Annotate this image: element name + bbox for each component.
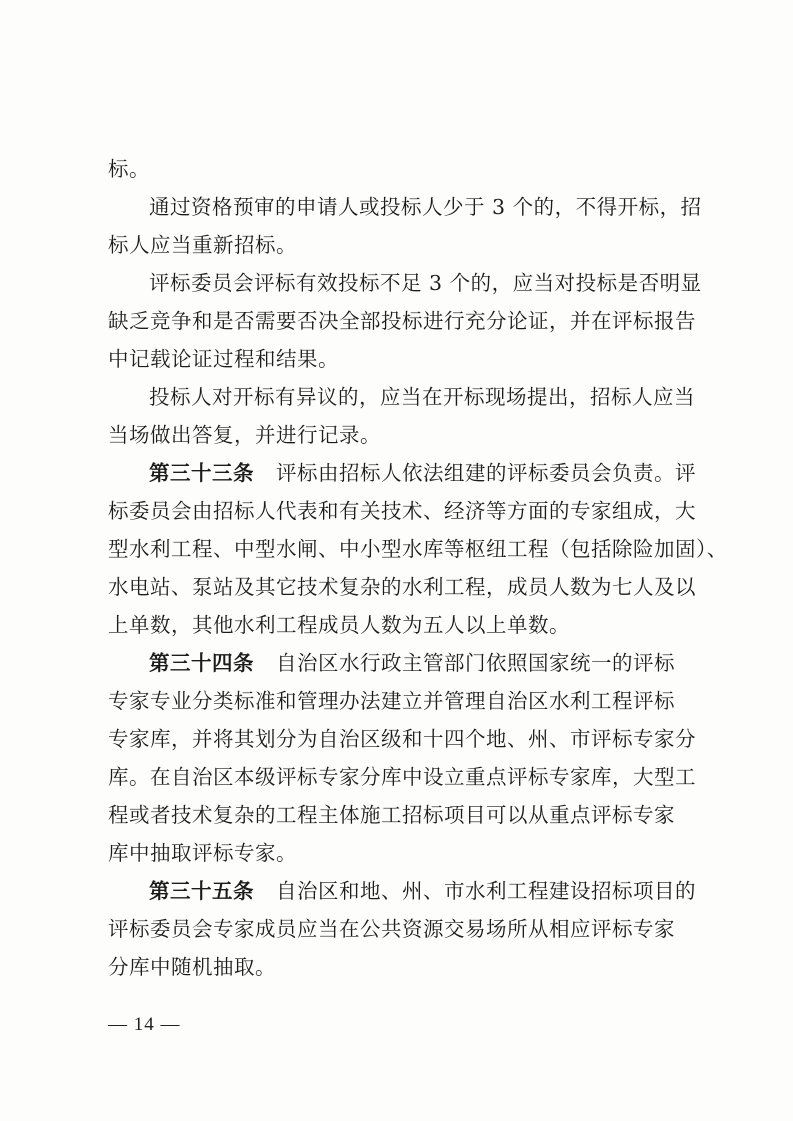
paragraph-line: 专家专业分类标准和管理办法建立并管理自治区水利工程评标 xyxy=(108,689,675,713)
paragraph-line: 中记载论证过程和结果。 xyxy=(108,347,339,371)
article-34-heading: 第三十四条 xyxy=(149,651,254,675)
article-35-heading: 第三十五条 xyxy=(149,879,254,903)
paragraph-line: 型水利工程、中型水闸、中小型水库等枢纽工程（包括除险加固）、 xyxy=(108,537,728,561)
article-34-first-line xyxy=(108,644,698,682)
paragraph-line: 标人应当重新招标。 xyxy=(108,233,297,257)
paragraph-line: 通过资格预审的申请人或投标人少于 3 个的，不得开标，招 xyxy=(149,195,702,219)
paragraph-line: 当场做出答复，并进行记录。 xyxy=(108,423,381,447)
paragraph-line: 库。在自治区本级评标专家分库中设立重点评标专家库，大型工 xyxy=(108,765,696,789)
paragraph-line: 标委员会由招标人代表和有关技术、经济等方面的专家组成，大 xyxy=(108,499,696,523)
paragraph-line: 水电站、泵站及其它技术复杂的水利工程，成员人数为七人及以 xyxy=(108,575,696,599)
article-33-heading: 第三十三条 xyxy=(149,461,254,485)
paragraph-line: 程或者技术复杂的工程主体施工招标项目可以从重点评标专家 xyxy=(108,803,675,827)
paragraph-line: 上单数，其他水利工程成员人数为五人以上单数。 xyxy=(108,613,570,637)
body-text xyxy=(108,150,728,986)
paragraph-line: 缺乏竞争和是否需要否决全部投标进行充分论证，并在评标报告 xyxy=(108,309,696,333)
page-number: — 14 — xyxy=(108,1014,181,1035)
paragraph-line: 评标委员会专家成员应当在公共资源交易场所从相应评标专家 xyxy=(108,917,675,941)
paragraph-line: 标。 xyxy=(108,157,150,181)
article-33-first-line xyxy=(108,454,698,492)
paragraph-line: 分库中随机抽取。 xyxy=(108,955,276,979)
paragraph-line: 评标委员会评标有效投标不足 3 个的，应当对投标是否明显 xyxy=(149,271,702,295)
paragraph-line: 库中抽取评标专家。 xyxy=(108,841,297,865)
paragraph-line: 专家库，并将其划分为自治区级和十四个地、州、市评标专家分 xyxy=(108,727,696,751)
paragraph-text: 自治区水行政主管部门依照国家统一的评标 xyxy=(276,651,675,675)
article-35-first-line xyxy=(108,872,698,910)
paragraph-line: 投标人对开标有异议的，应当在开标现场提出，招标人应当 xyxy=(149,385,695,409)
paragraph-text: 自治区和地、州、市水利工程建设招标项目的 xyxy=(276,879,696,903)
paragraph-text: 评标由招标人依法组建的评标委员会负责。评 xyxy=(276,461,696,485)
